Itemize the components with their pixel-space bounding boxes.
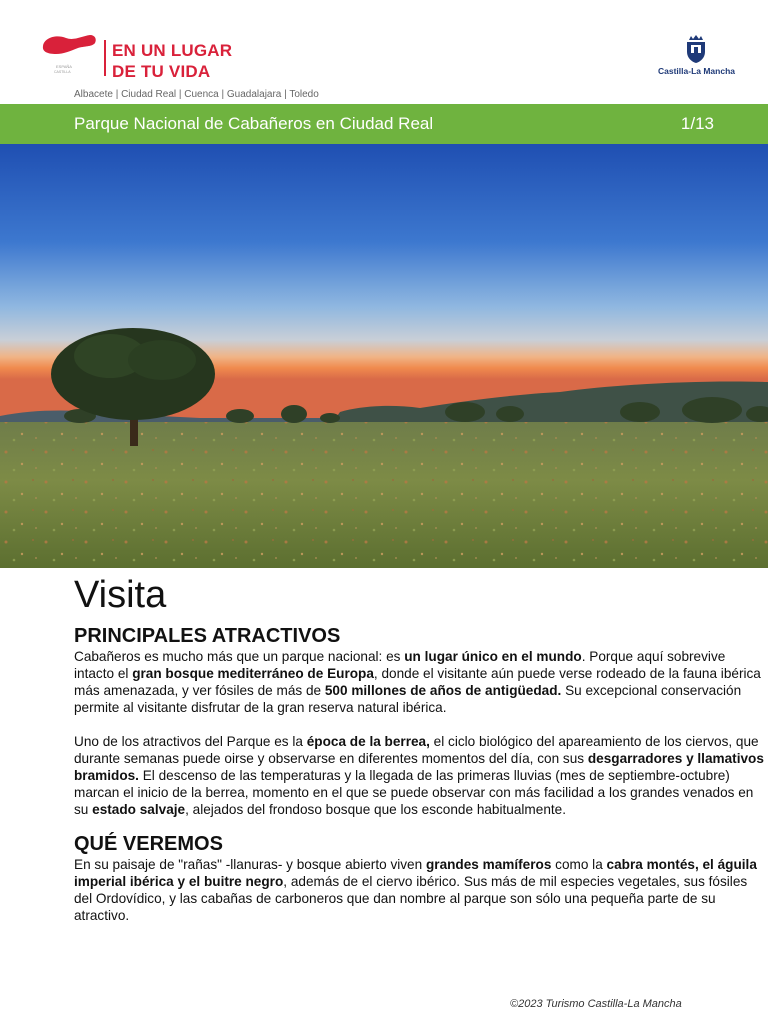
document-title: Parque Nacional de Cabañeros en Ciudad Real xyxy=(74,114,434,133)
text-run: el ciclo biológico del apareamiento de los ciervos, que durante semanas puede oirse y observarse en diferentes momentos del día, con sus xyxy=(74,734,759,766)
paragraph-fauna xyxy=(74,856,764,924)
slogan-line-1: EN UN LUGAR xyxy=(112,41,233,60)
text-run: Uno de los atractivos del Parque es la xyxy=(74,734,307,749)
region-logo xyxy=(658,34,734,76)
svg-text:CASTILLA: CASTILLA xyxy=(54,70,71,74)
page-title: Visita xyxy=(74,574,167,616)
crest-icon xyxy=(685,34,707,64)
text-run: Cabañeros es mucho más que un parque nacional: es xyxy=(74,649,405,664)
bold-text: estado salvaje xyxy=(92,802,186,817)
svg-text:ESPAÑA: ESPAÑA xyxy=(56,64,72,69)
brand-logo-icon xyxy=(40,32,98,80)
text-run: Su excepcional conservación permite al visitante disfrutar de la gran reserva natural ibérica. xyxy=(74,683,742,715)
text-run: , alejados del frondoso bosque que los esconde habitualmente. xyxy=(185,802,566,817)
bold-text: gran bosque mediterráneo de Europa xyxy=(132,666,374,681)
text-run: El descenso de las temperaturas y la llegada de las primeras lluvias (mes de septiembre-octubre) marcan el inicio de la berrea, momento en el que se puede observar con más facilidad a los grandes venados en su xyxy=(74,768,754,817)
bold-text: época de la berrea, xyxy=(306,734,430,749)
slogan-line-2: DE TU VIDA xyxy=(112,62,211,81)
section-heading-atractivos: PRINCIPALES ATRACTIVOS xyxy=(74,625,341,647)
bold-text: cabra montés, el águila imperial ibérica y el buitre negro xyxy=(74,857,757,889)
brand-slogan xyxy=(112,40,232,82)
logo-divider xyxy=(104,40,106,76)
bold-text: desgarradores y llamativos bramidos. xyxy=(74,751,764,783)
text-run: como la xyxy=(551,857,607,872)
page-header xyxy=(0,0,768,104)
bold-text: 500 millones de años de antigüedad. xyxy=(324,683,562,698)
text-run: En su paisaje de "rañas" -llanuras- y bosque abierto viven xyxy=(74,857,426,872)
text-run: , además de el ciervo ibérico. Sus más de mil especies vegetales, sus fósiles del Ordovídico, y las cabañas de carboneros que dan nombre al parque son sólo una pequeña parte de su atractivo. xyxy=(74,874,748,923)
copyright-footer: ©2023 Turismo Castilla-La Mancha xyxy=(510,998,682,1010)
bold-text: un lugar único en el mundo xyxy=(404,649,582,664)
paragraph-berrea xyxy=(74,733,764,818)
paragraph-intro xyxy=(74,648,764,716)
page-indicator: 1/13 xyxy=(680,114,714,133)
text-run: , donde el visitante aún puede verse rodeado de la fauna ibérica más amenazada, y ver fósiles de más de xyxy=(74,666,761,698)
section-heading-que-veremos: QUÉ VEREMOS xyxy=(74,833,223,855)
region-name: Castilla-La Mancha xyxy=(658,66,735,76)
bold-text: grandes mamíferos xyxy=(425,857,552,872)
main-content xyxy=(74,568,764,924)
title-bar xyxy=(0,104,768,144)
cities-list: Albacete | Ciudad Real | Cuenca | Guadalajara | Toledo xyxy=(74,89,319,100)
landscape-photo xyxy=(0,144,768,568)
text-run: . Porque aquí sobrevive intacto el xyxy=(74,649,726,681)
